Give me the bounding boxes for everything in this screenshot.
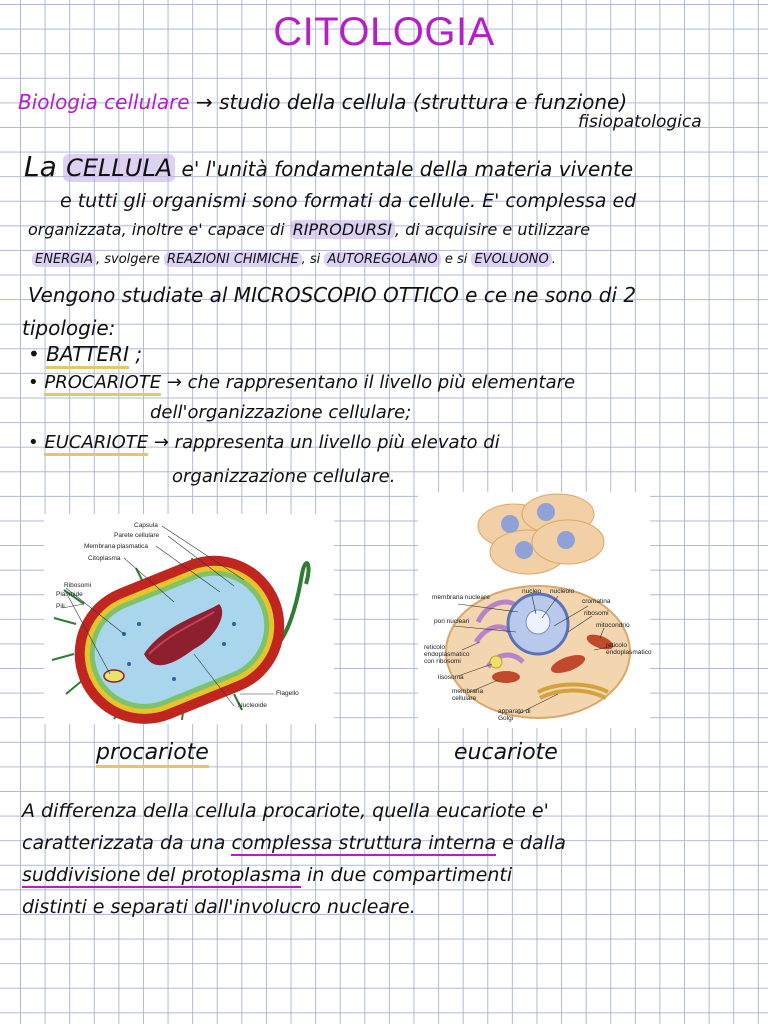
label-nucleolo: nucleolo [550,588,575,595]
page-title: CITOLOGIA [273,10,495,54]
conclusion-text3b: in due compartimenti [307,864,513,886]
label-reticolo-ribosomi: reticolo endoplasmatico con ribosomi [424,644,470,665]
label-cromatina: cromatina [582,598,611,605]
procariote-cont: dell'organizzazione cellulare; [150,402,412,423]
caption-procariote: procariote [96,740,209,768]
procariote-desc: → che rappresentano il livello più elementare [166,372,576,393]
procariote-term: PROCARIOTE [44,372,161,396]
label-ribosomi-euk: ribosomi [584,610,609,617]
para1-line3 [28,220,590,239]
label-reticolo: reticolo endoplasmatico [606,642,652,656]
energia-word: ENERGIA [32,252,96,267]
biologia-definition: studio della cellula (struttura e funzione) [219,90,628,114]
biologia-line [18,90,627,114]
bullet-dot: • [28,372,39,393]
prokaryote-figure [44,514,334,724]
eucariote-cont: organizzazione cellulare. [172,466,396,487]
para1-text4d: , si [301,252,321,267]
biologia-term: Biologia cellulare [18,90,190,114]
label-lisosoma: lisosoma [438,674,464,681]
label-membrana-nucleare: membrana nucleare [432,594,490,601]
label-nucleo: nucleo [522,588,542,595]
caption-eucariote: eucariote [454,740,558,765]
la-word: La [24,150,57,183]
autoregolano-word: AUTOREGOLANO [324,252,440,267]
para1-text4f: e si [444,252,468,267]
conclusion-text2a: caratterizzata da una [22,832,226,854]
bullet-dot: • [28,432,39,453]
arrow: → [195,90,213,114]
label-membrana: Membrana plasmatica [84,543,148,550]
cellula-word: CELLULA [63,154,175,182]
para1-line4 [32,252,556,267]
riprodursi-word: RIPRODURSI [290,220,395,239]
conclusion-line1: A differenza della cellula procariote, quella eucariote e' [22,800,549,822]
label-parete: Parete cellulare [114,532,160,539]
label-pili: Pili [56,603,65,610]
para1-line1 [24,150,633,183]
bullet-rest: ; [135,342,143,366]
reazioni-word: REAZIONI CHIMICHE [164,252,302,267]
label-citoplasma: Citoplasma [88,555,121,562]
conclusion-line4: distinti e separati dall'involucro nucleare. [22,896,416,918]
para1-text4h: . [551,252,556,267]
eucariote-term: EUCARIOTE [44,432,148,456]
label-golgi: apparato di Golgi [498,708,531,722]
evoluono-word: EVOLUONO [471,252,551,267]
conclusion-line3 [22,864,512,886]
complessa-struttura: complessa struttura interna [231,832,497,854]
bullet-dot: • [28,342,40,366]
label-mitocondrio: mitocondrio [596,622,630,629]
para1-text3b: , di acquisire e utilizzare [394,220,591,239]
label-flagello: Flagello [276,690,299,697]
para2-line2: tipologie: [22,316,116,340]
label-pori-nucleari: pori nucleari [434,618,470,625]
label-capsula: Capsula [134,522,158,529]
label-plasmide: Plasmide [56,591,83,598]
para1-text1: e' l'unità fondamentale della materia vivente [181,157,634,181]
conclusion-text2c: e dalla [502,832,566,854]
suddivisione-protoplasma: suddivisione del protoplasma [22,864,302,886]
para1-line2: e tutti gli organismi sono formati da cellule. E' complessa ed [60,190,637,212]
para2-line1: Vengono studiate al MICROSCOPIO OTTICO e ce ne sono di 2 [28,283,637,307]
eucariote-desc: → rappresenta un livello più elevato di [153,432,500,453]
bullet-batteri [28,342,142,366]
para1-text3: organizzata, inoltre e' capace di [28,220,285,239]
batteri-term: BATTERI [46,342,129,369]
conclusion-line2 [22,832,566,854]
biologia-sub: fisiopatologica [578,112,702,132]
bullet-eucariote [28,432,500,453]
para1-text4b: , svolgere [96,252,160,267]
bullet-procariote [28,372,575,393]
eukaryote-figure [418,492,650,728]
label-nucleoide: Nucleoide [238,702,267,709]
label-membrana-cellulare: membrana cellulare [452,688,484,702]
label-ribosomi: Ribosomi [64,582,92,589]
